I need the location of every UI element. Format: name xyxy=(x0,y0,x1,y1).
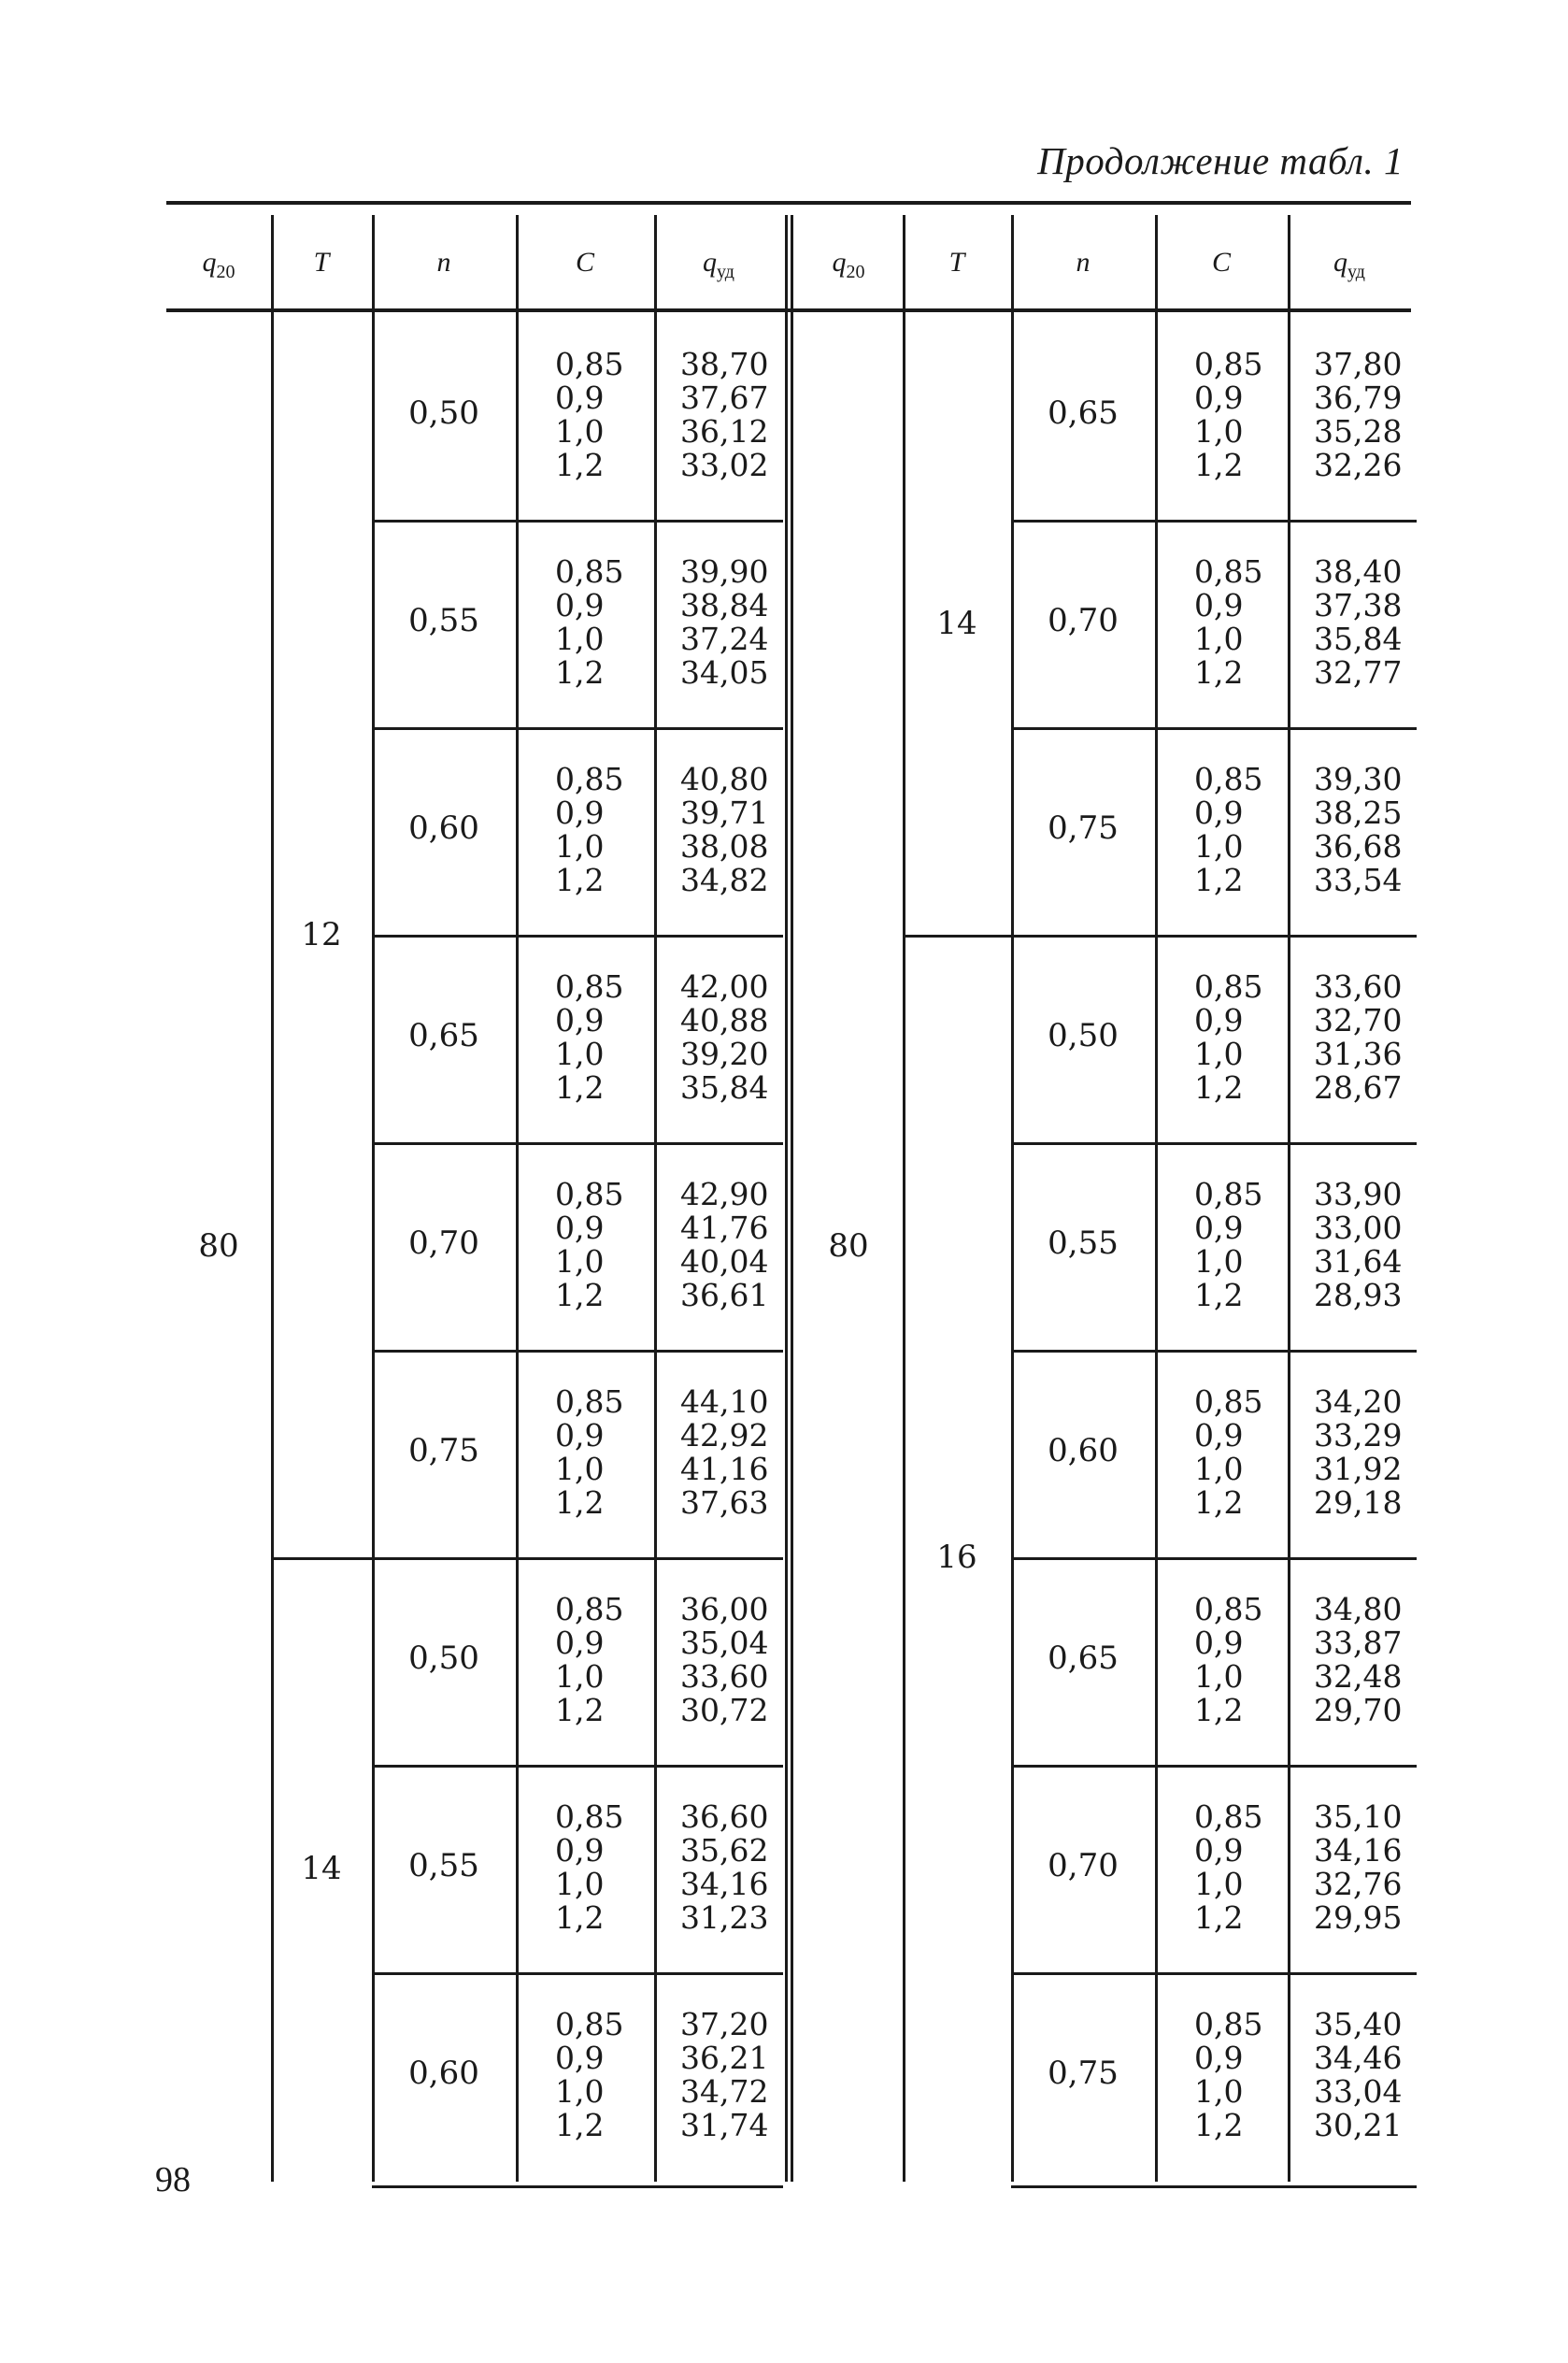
right-C-values xyxy=(1194,1178,1262,1312)
header-symbol: C xyxy=(1211,247,1231,278)
left-qud-values xyxy=(680,1593,768,1727)
qud-value: 36,79 xyxy=(1314,380,1403,416)
left-qud-values xyxy=(680,970,768,1105)
c-value: 0,9 xyxy=(1194,2040,1244,2076)
center-double-rule xyxy=(791,215,793,2182)
qud-value: 38,84 xyxy=(680,587,769,623)
left-n-value: 0,60 xyxy=(408,2055,479,2092)
qud-value: 35,84 xyxy=(1314,621,1403,657)
right-row-separator xyxy=(1011,1765,1417,1768)
header-symbol: q xyxy=(703,247,718,278)
qud-value: 30,21 xyxy=(1314,2107,1403,2143)
qud-value: 30,72 xyxy=(680,1692,769,1728)
header-symbol: n xyxy=(1076,247,1090,278)
left-C-values xyxy=(555,970,623,1105)
qud-value: 39,71 xyxy=(680,795,769,831)
qud-value: 33,90 xyxy=(1314,1176,1403,1212)
qud-value: 32,48 xyxy=(1314,1658,1403,1695)
right-row-separator xyxy=(1011,520,1417,523)
c-value: 1,0 xyxy=(555,828,605,865)
right-C-values xyxy=(1194,1385,1262,1520)
c-value: 1,0 xyxy=(1194,1658,1244,1695)
qud-value: 35,84 xyxy=(680,1069,769,1106)
qud-value: 34,20 xyxy=(1314,1383,1403,1420)
qud-value: 36,68 xyxy=(1314,828,1403,865)
c-value: 0,9 xyxy=(1194,1417,1244,1454)
c-value: 1,0 xyxy=(1194,621,1244,657)
c-value: 0,85 xyxy=(555,1798,624,1835)
c-value: 1,2 xyxy=(555,1069,605,1106)
c-value: 1,2 xyxy=(555,1899,605,1936)
c-value: 1,0 xyxy=(555,1658,605,1695)
qud-value: 35,40 xyxy=(1314,2006,1403,2042)
c-value: 1,0 xyxy=(555,413,605,450)
c-value: 1,2 xyxy=(555,1484,605,1521)
c-value: 1,0 xyxy=(555,621,605,657)
left-row-separator xyxy=(372,520,783,523)
c-value: 0,85 xyxy=(555,968,624,1005)
c-value: 1,2 xyxy=(1194,1277,1244,1313)
qud-value: 32,70 xyxy=(1314,1002,1403,1038)
qud-value: 36,12 xyxy=(680,413,769,450)
qud-value: 32,26 xyxy=(1314,447,1403,483)
left-header-T xyxy=(271,230,372,295)
qud-value: 37,63 xyxy=(680,1484,769,1521)
right-n-value: 0,60 xyxy=(1048,1432,1119,1469)
c-value: 1,2 xyxy=(555,654,605,691)
c-value: 0,85 xyxy=(555,1176,624,1212)
qud-value: 29,18 xyxy=(1314,1484,1403,1521)
left-qud-values xyxy=(680,1385,768,1520)
qud-value: 40,88 xyxy=(680,1002,769,1038)
c-value: 0,85 xyxy=(1194,2006,1263,2042)
qud-value: 41,16 xyxy=(680,1451,769,1487)
c-value: 0,9 xyxy=(555,380,605,416)
c-value: 1,2 xyxy=(1194,2107,1244,2143)
qud-value: 37,80 xyxy=(1314,346,1403,382)
right-T-value: 14 xyxy=(936,605,977,642)
qud-value: 33,29 xyxy=(1314,1417,1403,1454)
right-q20-value: 80 xyxy=(828,1227,869,1265)
left-C-values xyxy=(555,1178,623,1312)
qud-value: 40,04 xyxy=(680,1243,769,1280)
right-column-rule xyxy=(1155,215,1158,2182)
right-qud-values xyxy=(1314,1593,1402,1727)
right-qud-values xyxy=(1314,970,1402,1105)
header-symbol: q xyxy=(1333,247,1348,278)
c-value: 0,9 xyxy=(1194,1625,1244,1661)
qud-value: 31,92 xyxy=(1314,1451,1403,1487)
left-header-n xyxy=(372,230,516,295)
qud-value: 37,24 xyxy=(680,621,769,657)
right-header-T xyxy=(903,230,1011,295)
c-value: 0,85 xyxy=(1194,1798,1263,1835)
left-header-qud xyxy=(654,230,783,295)
header-symbol: n xyxy=(436,247,451,278)
right-n-value: 0,70 xyxy=(1048,1847,1119,1884)
left-header-C xyxy=(516,230,654,295)
left-qud-values xyxy=(680,555,768,690)
right-n-value: 0,70 xyxy=(1048,602,1119,639)
qud-value: 31,64 xyxy=(1314,1243,1403,1280)
c-value: 0,85 xyxy=(555,1383,624,1420)
c-value: 1,2 xyxy=(555,1692,605,1728)
right-C-values xyxy=(1194,2008,1262,2142)
c-value: 1,0 xyxy=(1194,1036,1244,1072)
header-symbol: T xyxy=(948,247,965,278)
left-column-rule xyxy=(372,215,375,2182)
c-value: 0,9 xyxy=(555,1002,605,1038)
right-C-values xyxy=(1194,970,1262,1105)
right-qud-values xyxy=(1314,1385,1402,1520)
qud-value: 44,10 xyxy=(680,1383,769,1420)
c-value: 0,9 xyxy=(555,1417,605,1454)
c-value: 1,0 xyxy=(1194,2073,1244,2110)
left-row-separator xyxy=(372,727,783,730)
qud-value: 33,60 xyxy=(680,1658,769,1695)
right-n-value: 0,55 xyxy=(1048,1224,1119,1262)
right-qud-values xyxy=(1314,2008,1402,2142)
center-double-rule xyxy=(785,215,788,2182)
left-n-value: 0,75 xyxy=(408,1432,479,1469)
left-C-values xyxy=(555,1800,623,1935)
qud-value: 29,70 xyxy=(1314,1692,1403,1728)
left-C-values xyxy=(555,1385,623,1520)
left-row-separator xyxy=(372,1972,783,1975)
c-value: 0,85 xyxy=(1194,761,1263,797)
c-value: 0,9 xyxy=(555,1832,605,1869)
qud-value: 33,04 xyxy=(1314,2073,1403,2110)
left-column-rule xyxy=(516,215,519,2182)
header-symbol: C xyxy=(575,247,594,278)
header-subscript: уд xyxy=(717,262,734,282)
c-value: 0,9 xyxy=(555,1625,605,1661)
header-symbol: T xyxy=(313,247,330,278)
qud-value: 33,54 xyxy=(1314,862,1403,898)
c-value: 1,0 xyxy=(1194,1243,1244,1280)
qud-value: 41,76 xyxy=(680,1210,769,1246)
left-qud-values xyxy=(680,2008,768,2142)
c-value: 0,9 xyxy=(1194,1002,1244,1038)
qud-value: 39,20 xyxy=(680,1036,769,1072)
header-subscript: 20 xyxy=(216,262,235,282)
right-group-separator xyxy=(903,935,1417,938)
right-n-value: 0,65 xyxy=(1048,1640,1119,1677)
qud-value: 36,00 xyxy=(680,1591,769,1627)
c-value: 1,0 xyxy=(555,1036,605,1072)
left-C-values xyxy=(555,2008,623,2142)
right-n-value: 0,75 xyxy=(1048,2055,1119,2092)
header-subscript: уд xyxy=(1347,262,1365,282)
qud-value: 35,62 xyxy=(680,1832,769,1869)
qud-value: 37,20 xyxy=(680,2006,769,2042)
c-value: 0,85 xyxy=(1194,1591,1263,1627)
right-row-separator xyxy=(1011,1142,1417,1145)
c-value: 1,2 xyxy=(1194,1692,1244,1728)
qud-value: 35,28 xyxy=(1314,413,1403,450)
left-row-separator xyxy=(372,1765,783,1768)
qud-value: 38,70 xyxy=(680,346,769,382)
page-number: 98 xyxy=(155,2160,191,2199)
qud-value: 37,38 xyxy=(1314,587,1403,623)
c-value: 1,2 xyxy=(1194,862,1244,898)
c-value: 1,2 xyxy=(1194,654,1244,691)
qud-value: 38,25 xyxy=(1314,795,1403,831)
right-row-separator xyxy=(1011,1557,1417,1560)
left-n-value: 0,55 xyxy=(408,1847,479,1884)
qud-value: 35,04 xyxy=(680,1625,769,1661)
right-n-value: 0,75 xyxy=(1048,809,1119,847)
right-T-value: 16 xyxy=(936,1539,977,1576)
c-value: 1,2 xyxy=(1194,1069,1244,1106)
qud-value: 34,46 xyxy=(1314,2040,1403,2076)
header-rule xyxy=(166,308,1411,312)
c-value: 1,2 xyxy=(1194,447,1244,483)
qud-value: 36,21 xyxy=(680,2040,769,2076)
right-n-value: 0,50 xyxy=(1048,1017,1119,1054)
right-C-values xyxy=(1194,555,1262,690)
c-value: 0,9 xyxy=(555,587,605,623)
c-value: 1,2 xyxy=(555,447,605,483)
left-row-separator xyxy=(372,1142,783,1145)
left-row-separator xyxy=(372,1350,783,1353)
c-value: 1,2 xyxy=(555,2107,605,2143)
c-value: 1,0 xyxy=(1194,1866,1244,1902)
qud-value: 33,00 xyxy=(1314,1210,1403,1246)
qud-value: 33,60 xyxy=(1314,968,1403,1005)
left-qud-values xyxy=(680,763,768,897)
right-column-rule xyxy=(1011,215,1014,2182)
right-column-rule xyxy=(903,215,905,2182)
left-q20-value: 80 xyxy=(198,1227,239,1265)
c-value: 0,85 xyxy=(1194,346,1263,382)
c-value: 0,85 xyxy=(555,346,624,382)
qud-value: 35,10 xyxy=(1314,1798,1403,1835)
left-n-value: 0,50 xyxy=(408,1640,479,1677)
right-C-values xyxy=(1194,1800,1262,1935)
c-value: 0,85 xyxy=(555,761,624,797)
qud-value: 28,67 xyxy=(1314,1069,1403,1106)
qud-value: 33,87 xyxy=(1314,1625,1403,1661)
c-value: 0,85 xyxy=(1194,553,1263,590)
qud-value: 34,05 xyxy=(680,654,769,691)
qud-value: 36,60 xyxy=(680,1798,769,1835)
c-value: 0,85 xyxy=(555,1591,624,1627)
c-value: 0,85 xyxy=(1194,1383,1263,1420)
right-C-values xyxy=(1194,348,1262,482)
qud-value: 32,77 xyxy=(1314,654,1403,691)
c-value: 1,2 xyxy=(555,1277,605,1313)
top-rule xyxy=(166,201,1411,205)
qud-value: 39,90 xyxy=(680,553,769,590)
table-caption: Продолжение табл. 1 xyxy=(1037,139,1404,182)
qud-value: 29,95 xyxy=(1314,1899,1403,1936)
c-value: 0,9 xyxy=(1194,1832,1244,1869)
right-bottom-rule xyxy=(1011,2185,1417,2188)
right-qud-values xyxy=(1314,1178,1402,1312)
qud-value: 36,61 xyxy=(680,1277,769,1313)
c-value: 1,2 xyxy=(1194,1484,1244,1521)
right-C-values xyxy=(1194,1593,1262,1727)
c-value: 1,0 xyxy=(1194,1451,1244,1487)
qud-value: 33,02 xyxy=(680,447,769,483)
left-column-rule xyxy=(654,215,657,2182)
left-C-values xyxy=(555,1593,623,1727)
left-n-value: 0,60 xyxy=(408,809,479,847)
left-header-q20 xyxy=(166,230,271,295)
c-value: 1,0 xyxy=(555,1243,605,1280)
left-n-value: 0,65 xyxy=(408,1017,479,1054)
c-value: 0,9 xyxy=(1194,380,1244,416)
left-C-values xyxy=(555,555,623,690)
qud-value: 39,30 xyxy=(1314,761,1403,797)
left-C-values xyxy=(555,763,623,897)
qud-value: 34,16 xyxy=(1314,1832,1403,1869)
header-subscript: 20 xyxy=(846,262,865,282)
right-row-separator xyxy=(1011,1972,1417,1975)
c-value: 0,9 xyxy=(1194,795,1244,831)
left-qud-values xyxy=(680,1800,768,1935)
header-symbol: q xyxy=(202,247,217,278)
right-qud-values xyxy=(1314,555,1402,690)
qud-value: 28,93 xyxy=(1314,1277,1403,1313)
header-symbol: q xyxy=(832,247,847,278)
right-header-q20 xyxy=(794,230,903,295)
qud-value: 40,80 xyxy=(680,761,769,797)
c-value: 0,85 xyxy=(555,2006,624,2042)
right-qud-values xyxy=(1314,763,1402,897)
right-C-values xyxy=(1194,763,1262,897)
right-row-separator xyxy=(1011,1350,1417,1353)
qud-value: 31,36 xyxy=(1314,1036,1403,1072)
qud-value: 34,82 xyxy=(680,862,769,898)
right-header-n xyxy=(1011,230,1155,295)
left-row-separator xyxy=(372,935,783,938)
c-value: 0,9 xyxy=(555,795,605,831)
c-value: 0,85 xyxy=(1194,968,1263,1005)
qud-value: 31,74 xyxy=(680,2107,769,2143)
right-n-value: 0,65 xyxy=(1048,394,1119,432)
left-n-value: 0,70 xyxy=(408,1224,479,1262)
left-bottom-rule xyxy=(372,2185,783,2188)
c-value: 0,85 xyxy=(1194,1176,1263,1212)
left-group-separator xyxy=(271,1557,783,1560)
left-T-value: 12 xyxy=(301,916,342,953)
right-header-qud xyxy=(1288,230,1411,295)
right-qud-values xyxy=(1314,348,1402,482)
qud-value: 38,40 xyxy=(1314,553,1403,590)
qud-value: 42,90 xyxy=(680,1176,769,1212)
left-C-values xyxy=(555,348,623,482)
c-value: 0,85 xyxy=(555,553,624,590)
qud-value: 38,08 xyxy=(680,828,769,865)
c-value: 0,9 xyxy=(1194,587,1244,623)
qud-value: 34,72 xyxy=(680,2073,769,2110)
qud-value: 31,23 xyxy=(680,1899,769,1936)
left-T-value: 14 xyxy=(301,1850,342,1887)
left-n-value: 0,50 xyxy=(408,394,479,432)
qud-value: 32,76 xyxy=(1314,1866,1403,1902)
qud-value: 37,67 xyxy=(680,380,769,416)
right-qud-values xyxy=(1314,1800,1402,1935)
c-value: 1,2 xyxy=(1194,1899,1244,1936)
c-value: 0,9 xyxy=(555,2040,605,2076)
right-header-C xyxy=(1155,230,1288,295)
c-value: 0,9 xyxy=(1194,1210,1244,1246)
c-value: 0,9 xyxy=(555,1210,605,1246)
c-value: 1,0 xyxy=(555,1451,605,1487)
c-value: 1,2 xyxy=(555,862,605,898)
qud-value: 42,92 xyxy=(680,1417,769,1454)
c-value: 1,0 xyxy=(555,2073,605,2110)
right-row-separator xyxy=(1011,727,1417,730)
left-n-value: 0,55 xyxy=(408,602,479,639)
qud-value: 34,16 xyxy=(680,1866,769,1902)
qud-value: 42,00 xyxy=(680,968,769,1005)
c-value: 1,0 xyxy=(1194,413,1244,450)
left-qud-values xyxy=(680,348,768,482)
c-value: 1,0 xyxy=(555,1866,605,1902)
qud-value: 34,80 xyxy=(1314,1591,1403,1627)
right-column-rule xyxy=(1288,215,1290,2182)
c-value: 1,0 xyxy=(1194,828,1244,865)
left-qud-values xyxy=(680,1178,768,1312)
